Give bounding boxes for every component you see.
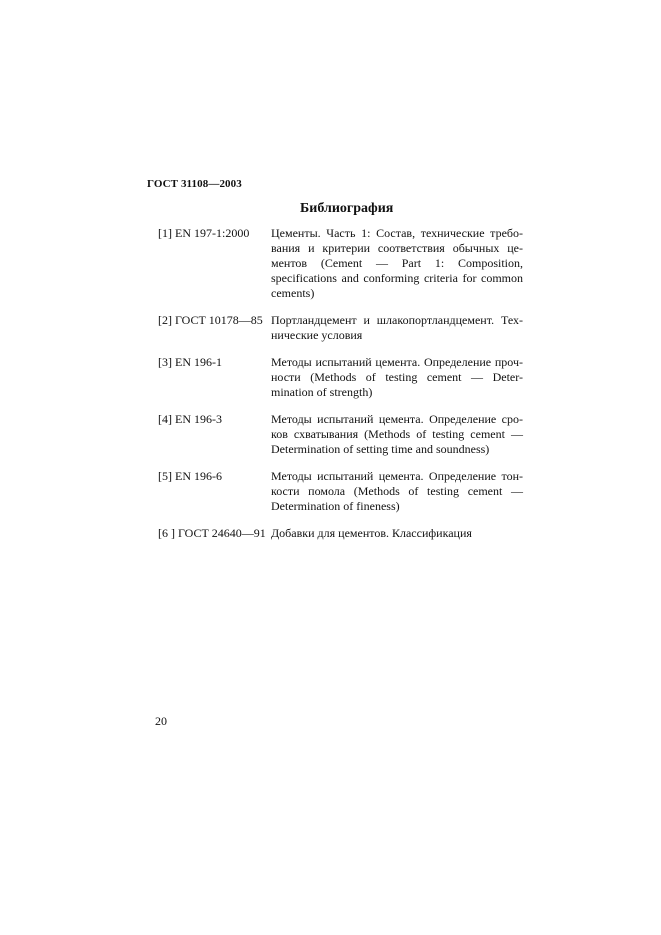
description-line: вания и критерии соответствия обычных це-	[271, 241, 523, 255]
reference-description	[271, 469, 523, 514]
description-line: mination of strength)	[271, 385, 373, 399]
description-line: Методы испытаний цемента. Определение проч-	[271, 355, 523, 369]
description-line: specifications and conforming criteria for common	[271, 271, 523, 285]
description-line: Determination of setting time and soundness)	[271, 442, 490, 456]
description-line: ментов (Cement — Part 1: Composition,	[271, 256, 523, 270]
description-line: Цементы. Часть 1: Состав, технические требо-	[271, 226, 523, 240]
reference-description	[271, 226, 523, 301]
reference-description	[271, 313, 523, 343]
description-line: ков схватывания (Methods of testing cement —	[271, 427, 523, 441]
reference-id: [1] EN 197-1:2000	[158, 226, 250, 240]
bibliography-entry	[158, 412, 528, 457]
description-line: кости помола (Methods of testing cement —	[271, 484, 523, 498]
bibliography-entry	[158, 226, 528, 301]
bibliography-entry	[158, 469, 528, 514]
bibliography-entry	[158, 526, 528, 541]
page-number: 20	[155, 714, 167, 728]
description-line: нические условия	[271, 328, 363, 342]
reference-id: [2] ГОСТ 10178—85	[158, 313, 263, 327]
document-code: ГОСТ 31108—2003	[147, 178, 242, 190]
bibliography-list	[158, 226, 528, 541]
description-line: Добавки для цементов. Классификация	[271, 526, 472, 540]
reference-id: [3] EN 196-1	[158, 355, 222, 369]
reference-id: [5] EN 196-6	[158, 469, 222, 483]
description-line: ности (Methods of testing cement — Deter-	[271, 370, 523, 384]
description-line: Портландцемент и шлакопортландцемент. Тех-	[271, 313, 523, 327]
reference-description	[271, 526, 523, 541]
bibliography-entry	[158, 355, 528, 400]
description-line: Методы испытаний цемента. Определение сро-	[271, 412, 523, 426]
reference-id: [6 ] ГОСТ 24640—91	[158, 526, 266, 540]
bibliography-title: Библиография	[300, 201, 394, 216]
bibliography-entry	[158, 313, 528, 343]
description-line: Методы испытаний цемента. Определение тон-	[271, 469, 523, 483]
description-line: Determination of fineness)	[271, 499, 400, 513]
reference-id: [4] EN 196-3	[158, 412, 222, 426]
reference-description	[271, 355, 523, 400]
description-line: cements)	[271, 286, 315, 300]
reference-description	[271, 412, 523, 457]
